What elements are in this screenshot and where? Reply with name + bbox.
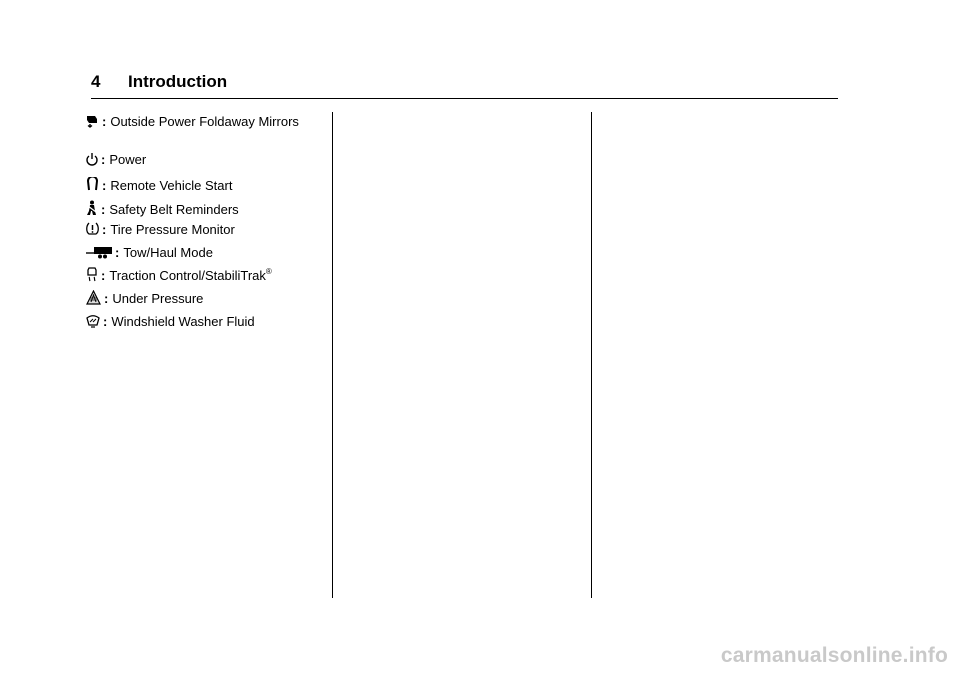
safety-belt-reminder-icon	[86, 200, 98, 216]
under-pressure-icon	[86, 290, 101, 305]
list-item: : Power	[86, 152, 322, 168]
list-item: : Outside Power Foldaway Mirrors	[86, 114, 322, 130]
page-number: 4	[91, 72, 101, 91]
outside-power-foldaway-mirrors-icon	[86, 114, 99, 128]
list-item: : Safety Belt Reminders	[86, 200, 322, 218]
list-item: : Under Pressure	[86, 290, 322, 307]
entry-label: Remote Vehicle Start	[110, 178, 233, 193]
windshield-washer-fluid-icon	[86, 314, 100, 328]
entry-label: Outside Power Foldaway Mirrors	[110, 114, 299, 129]
section-title: Introduction	[128, 72, 228, 91]
column-divider-right	[591, 112, 592, 598]
entry-label: Tire Pressure Monitor	[110, 222, 235, 237]
column-divider-left	[332, 112, 333, 598]
watermark: carmanualsonline.info	[720, 644, 948, 667]
tire-pressure-monitor-icon	[86, 222, 99, 236]
page-header	[91, 70, 838, 99]
registered-mark: ®	[265, 267, 272, 276]
traction-control-icon	[86, 267, 98, 282]
tow-haul-mode-icon	[86, 247, 112, 259]
entry-label: Tow/Haul Mode	[123, 245, 213, 260]
entry-label: Under Pressure	[112, 291, 204, 306]
power-icon	[86, 152, 98, 166]
list-item: : Tow/Haul Mode	[86, 245, 322, 261]
list-item: : Remote Vehicle Start	[86, 177, 322, 194]
entry-label: Power	[109, 152, 147, 167]
list-item: : Tire Pressure Monitor	[86, 222, 322, 238]
list-item: : Windshield Washer Fluid	[86, 314, 322, 330]
list-item: : Traction Control/StabiliTrak®	[86, 267, 322, 284]
entry-label: Windshield Washer Fluid	[111, 314, 255, 329]
entry-label: Safety Belt Reminders	[109, 202, 239, 217]
remote-vehicle-start-icon	[86, 177, 99, 192]
entry-label: Traction Control/StabiliTrak	[109, 268, 266, 283]
